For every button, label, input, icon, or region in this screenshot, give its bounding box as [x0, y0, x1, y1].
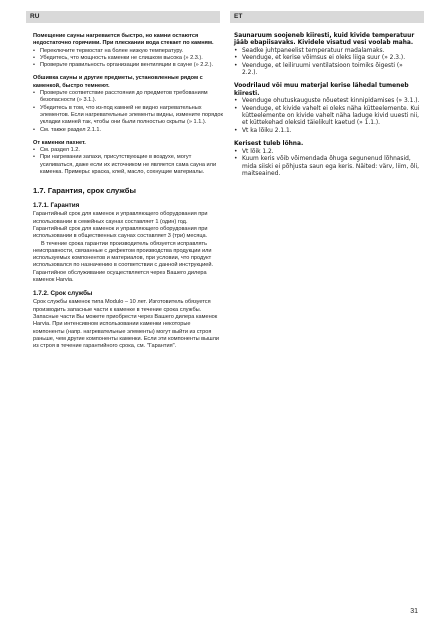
subsection-title-lifetime: 1.7.2. Срок службы [33, 290, 93, 298]
language-header-et: ET [230, 11, 424, 23]
paragraph: Срок службы каменок типа Modulo – 10 лет. Изготовитель обязуется производить запасные части к каменке в течение срока службы. Запасные части Вы можете приобрести через Вашего дилера каменок Harvia. При интенсивном использовании каменки некоторые компоненты (напр. нагревательные элементы) могут выйти из строя раньше, чем другие компоненты каменки. Если эти компоненты вышли из строя в течение гарантийного срока, см. "Гарантия". [33, 299, 220, 350]
list-item: • Убедитесь в том, что из-под камней не видно нагревательных элементов. Если нагревательные элементы видны, измените порядок укладки камней так, чтобы они были полностью скрыты (» 1.1.). [33, 105, 223, 127]
paragraph: В течение срока гарантии производитель обязуется исправлять неисправности, связанные с дефектом производства продукции или используемых компонентов и материалов, при условии, что продукт использовался по назначению в соответствии с данной инструкцией. Гарантийное обслуживание осуществляется через Вашего дилера каменок Harvia. [33, 240, 214, 284]
bullet-list [33, 48, 223, 70]
block-heading: Помещение сауны нагревается быстро, но камни остаются недостаточно горячими. При плескании вода стекает по камням. [33, 33, 214, 47]
bullet-list [33, 90, 223, 134]
troubleshoot-block-3 [33, 140, 223, 176]
bullet-list [33, 147, 223, 176]
section-title: 1.7. Гарантия, срок службы [33, 186, 136, 196]
list-item: • Seadke juhtpaneelist temperatuur madalamaks. [234, 48, 420, 55]
page-number: 31 [410, 608, 418, 615]
block-heading: От каменки пахнет. [33, 139, 86, 146]
bullet-list [234, 149, 420, 179]
list-item: • При нагревании запахи, присутствующие в воздухе, могут усиливаться, даже если их источником не является сама сауна или каменка. Примеры: краска, клей, масло, сохнущие материалы. [33, 154, 223, 176]
column-estonian [234, 33, 420, 184]
list-item: • Проверьте соответствие расстояния до предметов требованиям безопасности (» 3.1.). [33, 90, 223, 105]
troubleshoot-block-1 [234, 33, 420, 77]
troubleshoot-block-2 [234, 83, 420, 135]
list-item: • Veenduge ohutuskauguste nõuetest kinnipidamises (» 3.1.). [234, 98, 420, 105]
troubleshoot-block-2 [33, 75, 223, 133]
block-heading: Kerisest tuleb lõhna. [234, 141, 304, 148]
list-item: • Убедитесь, что мощность каменки не слишком высока (» 2.3.). [33, 55, 223, 62]
list-item: • Veenduge, et leiliruumi ventilatsioon toimiks õigesti (» 2.2.). [234, 63, 420, 78]
list-item: • См. также раздел 2.1.1. [33, 127, 223, 134]
list-item: • Переключите термостат на более низкую температуру. [33, 48, 223, 55]
list-item: • Vt ka lõiku 2.1.1. [234, 128, 420, 135]
list-item: • Veenduge, et kivide vahelt ei oleks näha kütteelemente. Kui kütteelemente on kivide vahelt näha laduge kivid uuesti nii, et küttekehad oleksid täielikult kaetud (» 1.1.). [234, 106, 420, 128]
list-item: • Vt lõik 1.2. [234, 149, 420, 156]
bullet-list [234, 48, 420, 78]
language-header-ru: RU [26, 11, 220, 23]
block-heading: Saunaruum soojeneb kiiresti, kuid kivide temperatuur jääb ebapiisavaks. Kividele visatud vesi voolab maha. [234, 33, 415, 47]
troubleshoot-block-3 [234, 141, 420, 178]
list-item: • Проверьте правильность организации вентиляции в сауне (» 2.2.). [33, 62, 223, 69]
block-heading: Voodrilaud või muu materjal kerise lähedal tumeneb kiiresti. [234, 83, 409, 97]
subsection-title-warranty: 1.7.1. Гарантия [33, 202, 80, 210]
block-heading: Обшивка сауны и другие предметы, установленные рядом с каменкой, быстро темнеют. [33, 75, 203, 89]
list-item: • См. раздел 1.2. [33, 147, 223, 154]
list-item: • Veenduge, et kerise võimsus ei oleks liiga suur (» 2.3.). [234, 55, 420, 62]
list-item: • Kuum keris võib võimendada õhuga segunenud lõhnasid, mida siiski ei põhjusta saun ega keris. Näited: värv, liim, õli, maitseained. [234, 156, 420, 178]
troubleshoot-block-1 [33, 33, 223, 69]
column-russian [33, 33, 223, 350]
paragraph: Гарантийный срок для каменок и управляющего оборудования при использовании в семейных саунах составляет 1 (один) год. Гарантийный срок для каменок и управляющего оборудования при использовании в общественных саунах составляет 3 (три) месяца. [33, 211, 208, 240]
bullet-list [234, 98, 420, 135]
